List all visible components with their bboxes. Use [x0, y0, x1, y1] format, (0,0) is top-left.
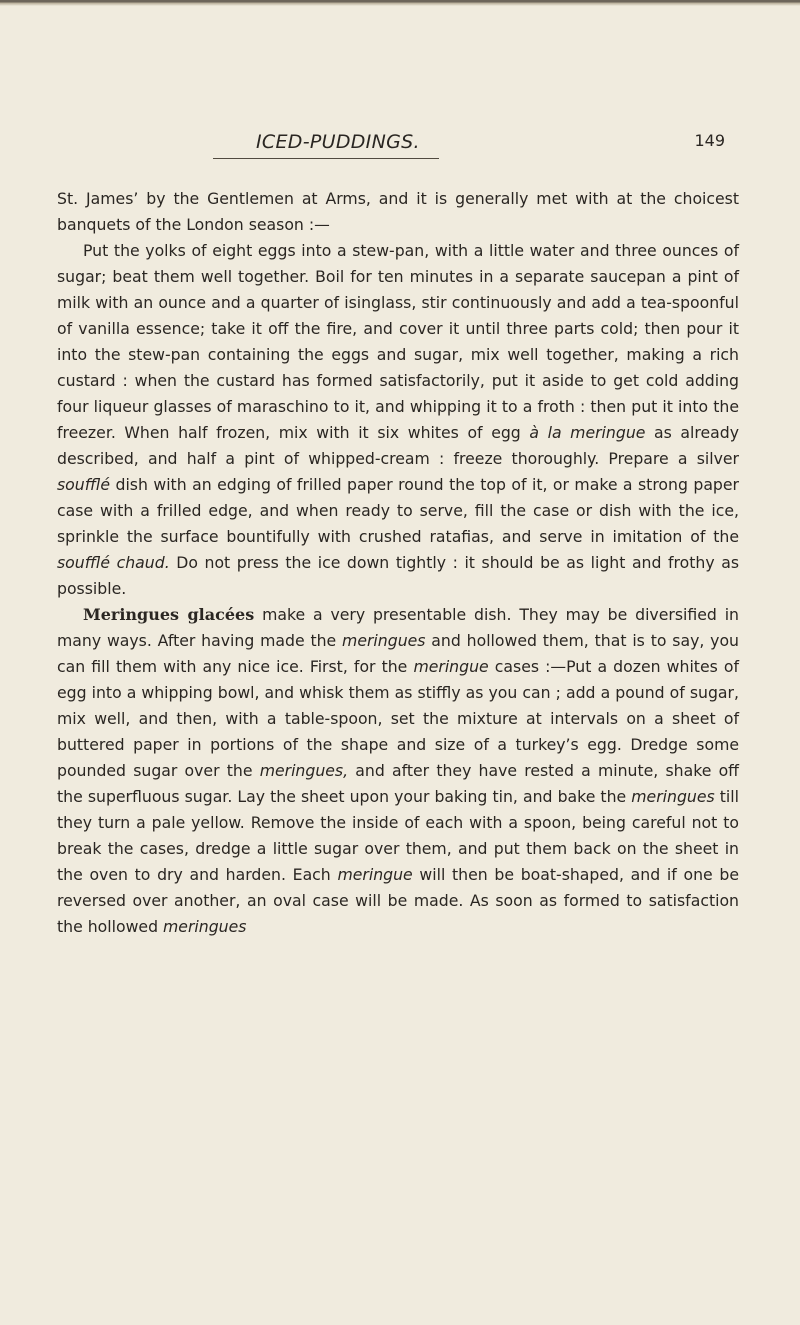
running-head-title: ICED-PUDDINGS. — [256, 131, 420, 153]
paragraph-2 — [57, 238, 739, 602]
running-header — [57, 128, 739, 168]
text-run: make a very presentable dish. They may be diversified in many ways. After having made the — [57, 605, 739, 650]
text-run: and after they have rested a minute, shake off the superfluous sugar. Lay the sheet upon your baking tin, and bake the — [57, 761, 739, 806]
page-number: 149 — [694, 131, 725, 150]
paragraph-3 — [57, 602, 739, 940]
book-page — [57, 128, 740, 936]
text-run: till they turn a pale yellow. Remove the inside of each with a spoon, being careful not to break the cases, dredge a little sugar over them, and put them back on the sheet in the oven to dry and harden. Each — [57, 787, 739, 884]
italic-term: soufflé chaud. — [57, 553, 170, 572]
italic-term: meringues — [631, 787, 715, 806]
italic-term: meringues — [342, 631, 426, 650]
italic-term: meringue — [413, 657, 489, 676]
text-run: will then be boat-shaped, and if one be reversed over another, an oval case will be made. As soon as formed to satisfaction the hollowed — [57, 865, 739, 936]
text-run: dish with an edging of frilled paper round the top of it, or make a strong paper case with a frilled edge, and when ready to serve, fill the case or dish with the ice, sprinkle the surface bountifully with crushed ratafias, and serve in imitation of the — [57, 475, 739, 546]
paragraph-1 — [57, 186, 739, 238]
page-top-edge — [0, 0, 800, 6]
italic-term: à la meringue — [529, 423, 646, 442]
text-run: St. James’ by the Gentlemen at Arms, and it is generally met with at the choicest banquets of the London season :— — [57, 189, 739, 234]
body-text — [57, 186, 739, 940]
header-rule — [213, 158, 439, 159]
text-run: cases :—Put a dozen whites of egg into a whipping bowl, and whisk them as stiffly as you can ; add a pound of sugar, mix well, and then, with a table-spoon, set the mixture at intervals on a sheet of buttered paper in portions of the shape and size of a turkey’s egg. Dredge some pounded sugar over the — [57, 657, 739, 780]
section-lead-term: Meringues glacées — [83, 605, 255, 624]
italic-term: soufflé — [57, 475, 111, 494]
italic-term: meringues — [163, 917, 247, 936]
text-run: Put the yolks of eight eggs into a stew-pan, with a little water and three ounces of sugar; beat them well together. Boil for ten minutes in a separate saucepan a pint of milk with an ounce and a quarter of isinglass, stir continuously and add a tea-spoonful of vanilla essence; take it off the fire, and cover it until three parts cold; then pour it into the stew-pan containing the eggs and sugar, mix well together, making a rich custard : when the custard has formed satisfactorily, put it aside to get cold adding four liqueur glasses of maraschino to it, and whipping it to a froth : then put it into the freezer. When half frozen, mix with it six whites of egg — [57, 241, 739, 442]
text-run: and hollowed them, that is to say, you can fill them with any nice ice. First, for the — [57, 631, 739, 676]
italic-term: meringues, — [259, 761, 349, 780]
text-run: Do not press the ice down tightly : it should be as light and frothy as possible. — [57, 553, 739, 598]
text-run: as already described, and half a pint of whipped-cream : freeze thoroughly. Prepare a silver — [57, 423, 740, 468]
italic-term: meringue — [337, 865, 413, 884]
